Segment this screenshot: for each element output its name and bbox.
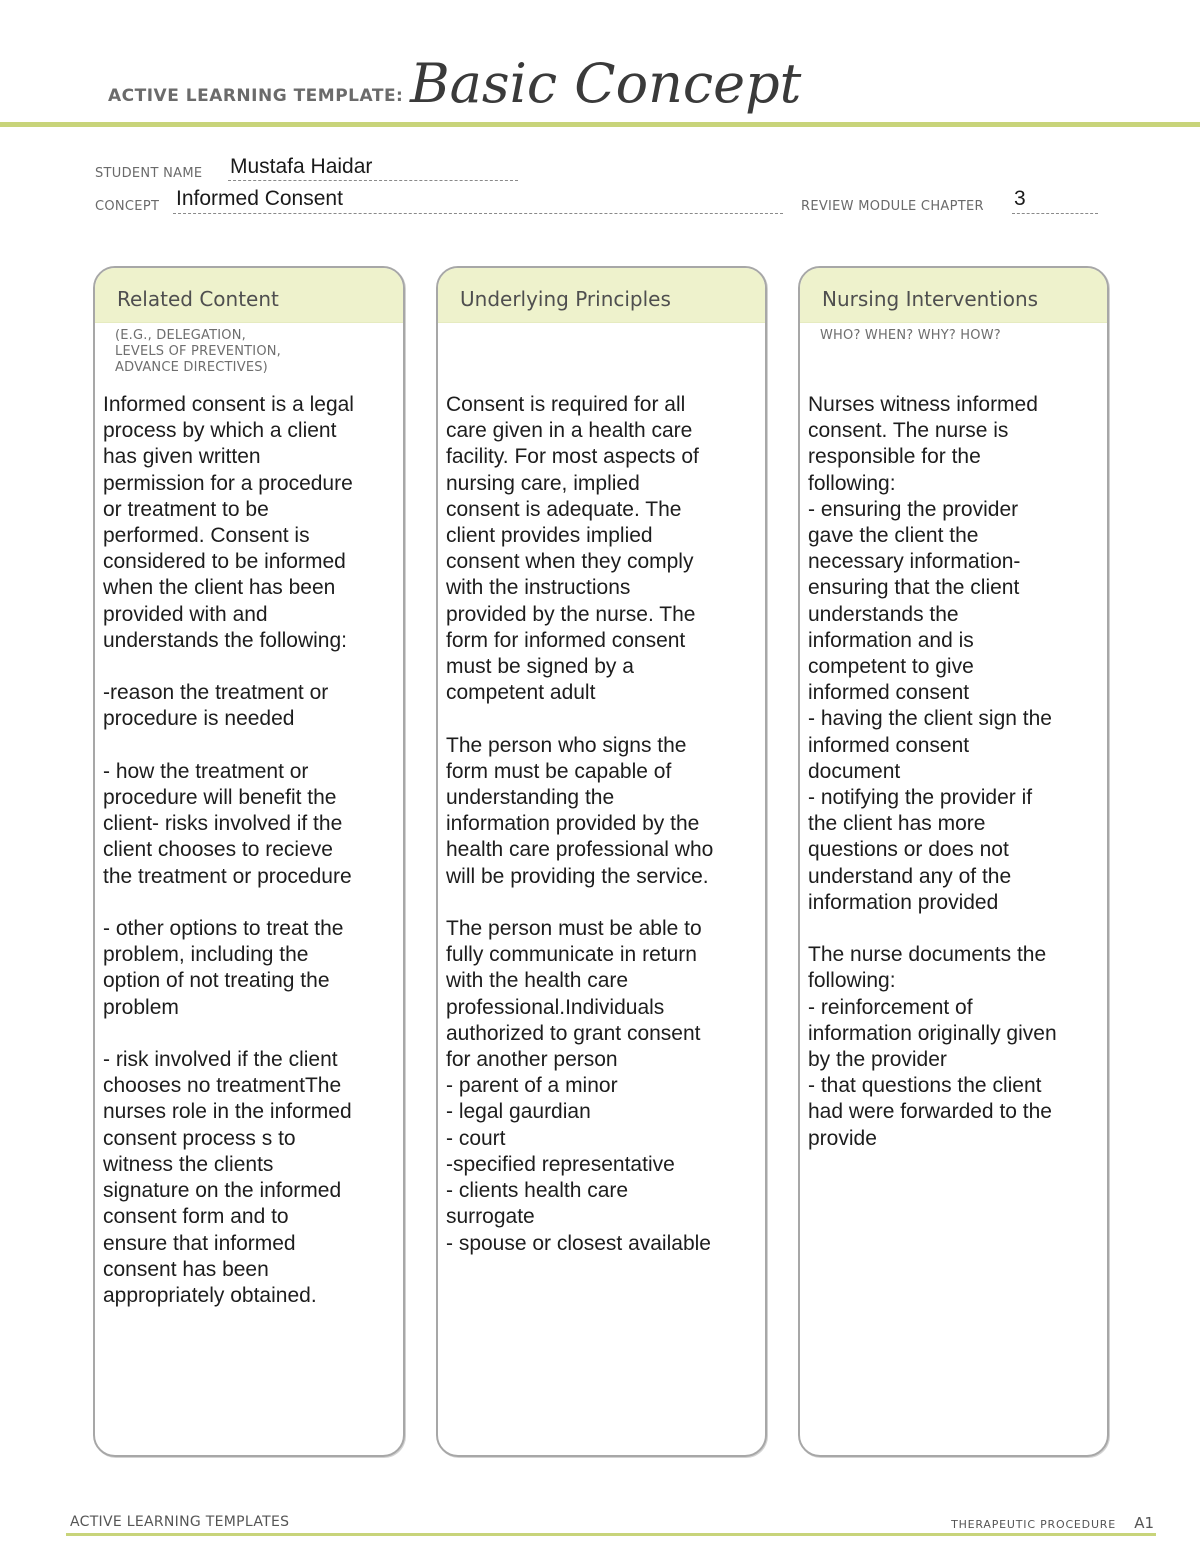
chapter-field[interactable]: 3 [1014, 187, 1026, 210]
chapter-line [1012, 213, 1098, 214]
review-module-chapter-label: REVIEW MODULE CHAPTER [801, 199, 984, 214]
underlying-principles-text[interactable]: Consent is required for all care given in a health care facility. For most aspects of nursing care, implied consent is adequate. The client provides implied consent when they comply with the instructions provided by the nurse. The form for informed consent must be signed by a competent adult The person who signs the form must be capable of understanding the information provided by the health care professional who will be providing the service. The person must be able to fully communicate in return with the health care professional.Individuals authorized to grant consent for another person - parent of a minor - legal gaurdian - court -specified representative - clients health care surrogate - spouse or closest available [446, 393, 714, 1255]
nursing-interventions-title: Nursing Interventions [822, 287, 1039, 311]
related-content-header [95, 268, 403, 323]
header-label: ACTIVE LEARNING TEMPLATE: [108, 86, 404, 106]
page-number: A1 [1134, 1514, 1154, 1532]
related-content-text[interactable]: Informed consent is a legal process by which a client has given written permission for a procedure or treatment to be performed. Consent is considered to be informed when the client has been provided with and understands the following: -reason the treatment or procedure is needed - how the treatment or procedure will benefit the client- risks involved if the client chooses to recieve the treatment or procedure - other options to treat the problem, including the option of not treating the problem - risk involved if the client chooses no treatmentThe nurses role in the informed consent process s to witness the clients signature on the informed consent form and to ensure that informed consent has been appropriately obtained. [103, 393, 354, 1307]
nursing-interventions-panel [798, 266, 1109, 1457]
concept-line [173, 213, 783, 214]
student-name-label: STUDENT NAME [95, 166, 203, 181]
page-title: Basic Concept [410, 52, 802, 115]
concept-label: CONCEPT [95, 199, 160, 214]
student-name-field[interactable]: Mustafa Haidar [230, 155, 373, 178]
footer-left-label: ACTIVE LEARNING TEMPLATES [70, 1514, 290, 1530]
nursing-interventions-subtitle: WHO? WHEN? WHY? HOW? [820, 328, 1001, 343]
related-content-subtitle: (E.G., DELEGATION, LEVELS OF PREVENTION, ADVANCE DIRECTIVES) [115, 328, 282, 375]
nursing-interventions-text[interactable]: Nurses witness informed consent. The nurse is responsible for the following: - ensuring the provider gave the client the necessary information- ensuring that the client understands the information and is competent to give informed consent - having the client sign the informed consent document - notifying the provider if the client has more questions or does not understand any of the information provided The nurse documents the following: - reinforcement of information originally given by the provider - that questions the client had were forwarded to the provide [808, 393, 1057, 1150]
related-content-title: Related Content [117, 287, 279, 311]
concept-field[interactable]: Informed Consent [176, 187, 343, 210]
underlying-principles-header [438, 268, 765, 323]
header-rule [0, 122, 1200, 127]
underlying-principles-panel [436, 266, 767, 1457]
nursing-interventions-header [800, 268, 1107, 323]
footer-rule [66, 1533, 1156, 1536]
related-content-panel [93, 266, 405, 1457]
underlying-principles-title: Underlying Principles [460, 287, 671, 311]
footer-right-label: THERAPEUTIC PROCEDURE [951, 1518, 1116, 1531]
student-name-line [228, 180, 518, 181]
